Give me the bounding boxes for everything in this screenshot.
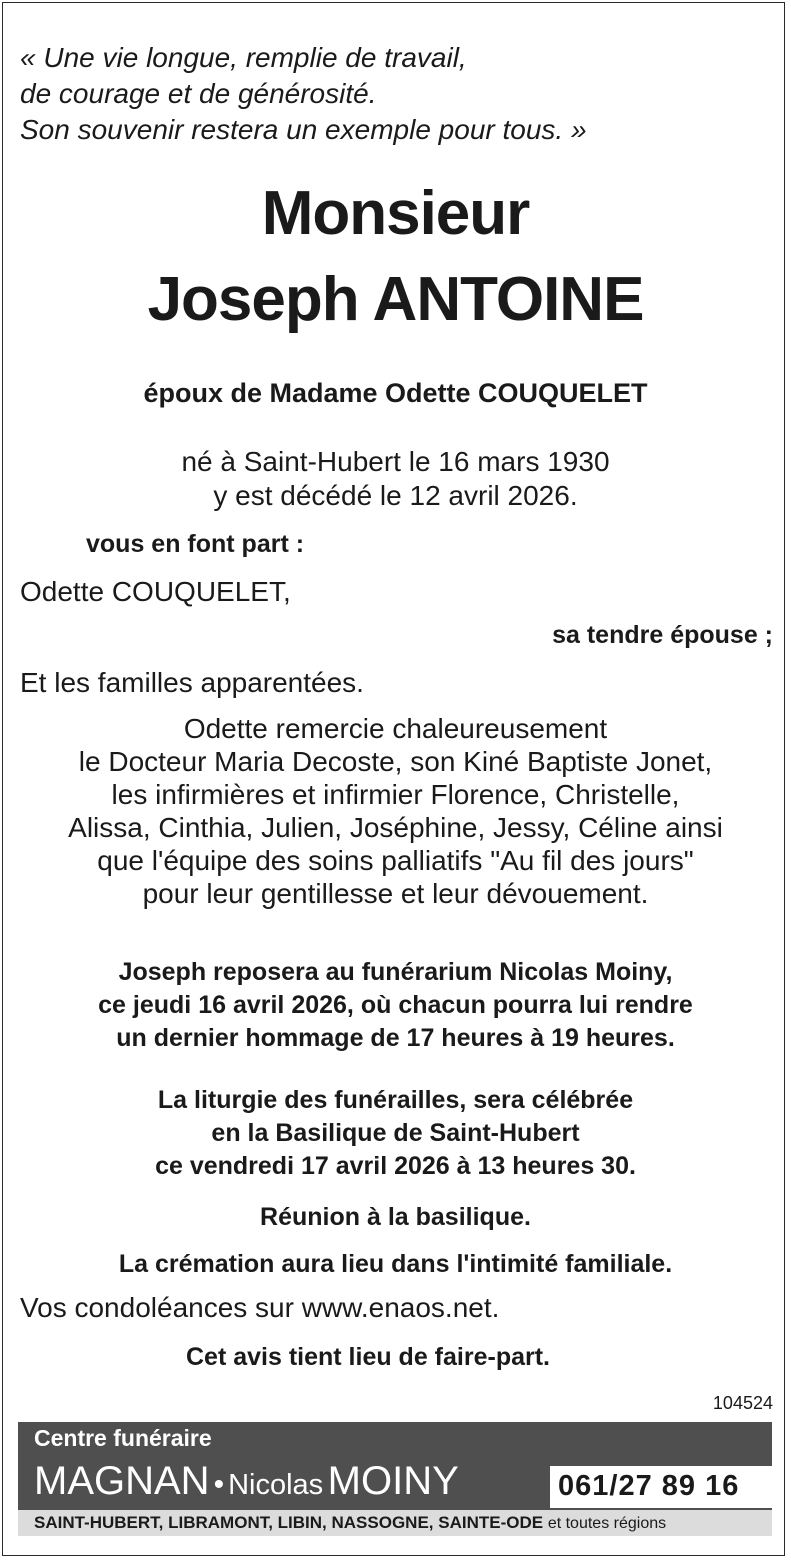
footer-tag: Centre funéraire [18, 1422, 250, 1455]
quote-line: Son souvenir restera un exemple pour tous. » [20, 114, 587, 145]
locations-list: SAINT-HUBERT, LIBRAMONT, LIBIN, NASSOGNE, SAINTE-ODE [34, 1513, 544, 1532]
announce-heading: vous en font part : [86, 530, 305, 558]
death-line: y est décédé le 12 avril 2026. [213, 480, 578, 511]
viewing-line: ce jeudi 16 avril 2026, où chacun pourra lui rendre [98, 991, 693, 1019]
spouse-role: sa tendre épouse ; [552, 621, 773, 649]
thanks-line: que l'équipe des soins palliatifs "Au fil des jours" [97, 845, 694, 876]
viewing-line: Joseph reposera au funérarium Nicolas Moiny, [118, 958, 673, 986]
brand-name-3: MOINY [327, 1459, 459, 1503]
viewing-line: un dernier hommage de 17 heures à 19 heures. [116, 1024, 675, 1052]
phone-number: 061/27 89 16 [558, 1470, 740, 1502]
brand-name-1: MAGNAN [34, 1459, 210, 1503]
meeting-line: Réunion à la basilique. [260, 1203, 531, 1231]
reference-number: 104524 [712, 1393, 773, 1413]
footer-locations [18, 1510, 772, 1536]
phone-box [550, 1466, 772, 1508]
thanks-line: pour leur gentillesse et leur dévouement. [142, 878, 649, 909]
deceased-name: Joseph ANTOINE [147, 265, 644, 334]
thanks-line: Odette remercie chaleureusement [183, 713, 608, 744]
locations-suffix: et toutes régions [547, 1515, 667, 1532]
notice-line: Cet avis tient lieu de faire-part. [186, 1343, 550, 1371]
viewing-block [0, 956, 791, 1055]
liturgy-line: ce vendredi 17 avril 2026 à 13 heures 30. [155, 1152, 636, 1180]
thanks-line: les infirmières et infirmier Florence, Christelle, [111, 779, 680, 810]
thanks-block [0, 712, 791, 910]
funeral-home-footer [18, 1422, 772, 1536]
brand-separator: • [213, 1468, 225, 1501]
liturgy-line: en la Basilique de Saint-Hubert [211, 1119, 580, 1147]
liturgy-block [0, 1084, 791, 1183]
quote-line: « Une vie longue, remplie de travail, [20, 42, 467, 73]
spouse-line: époux de Madame Odette COUQUELET [143, 378, 648, 408]
thanks-line: Alissa, Cinthia, Julien, Joséphine, Jessy, Céline ainsi [68, 812, 723, 843]
brand-name-2: Nicolas [228, 1469, 324, 1501]
honorific-title: Monsieur [261, 179, 530, 248]
spouse-name: Odette COUQUELET, [20, 576, 291, 607]
birth-line: né à Saint-Hubert le 16 mars 1930 [181, 446, 610, 477]
thanks-line: le Docteur Maria Decoste, son Kiné Baptiste Jonet, [78, 746, 713, 777]
liturgy-line: La liturgie des funérailles, sera célébrée [157, 1086, 634, 1114]
funeral-home-brand [34, 1456, 459, 1506]
quote-line: de courage et de générosité. [20, 78, 377, 109]
epitaph-quote [20, 40, 587, 148]
cremation-line: La crémation aura lieu dans l'intimité familiale. [118, 1250, 673, 1278]
condolences-line: Vos condoléances sur www.enaos.net. [20, 1292, 500, 1323]
relatives-line: Et les familles apparentées. [20, 667, 364, 698]
